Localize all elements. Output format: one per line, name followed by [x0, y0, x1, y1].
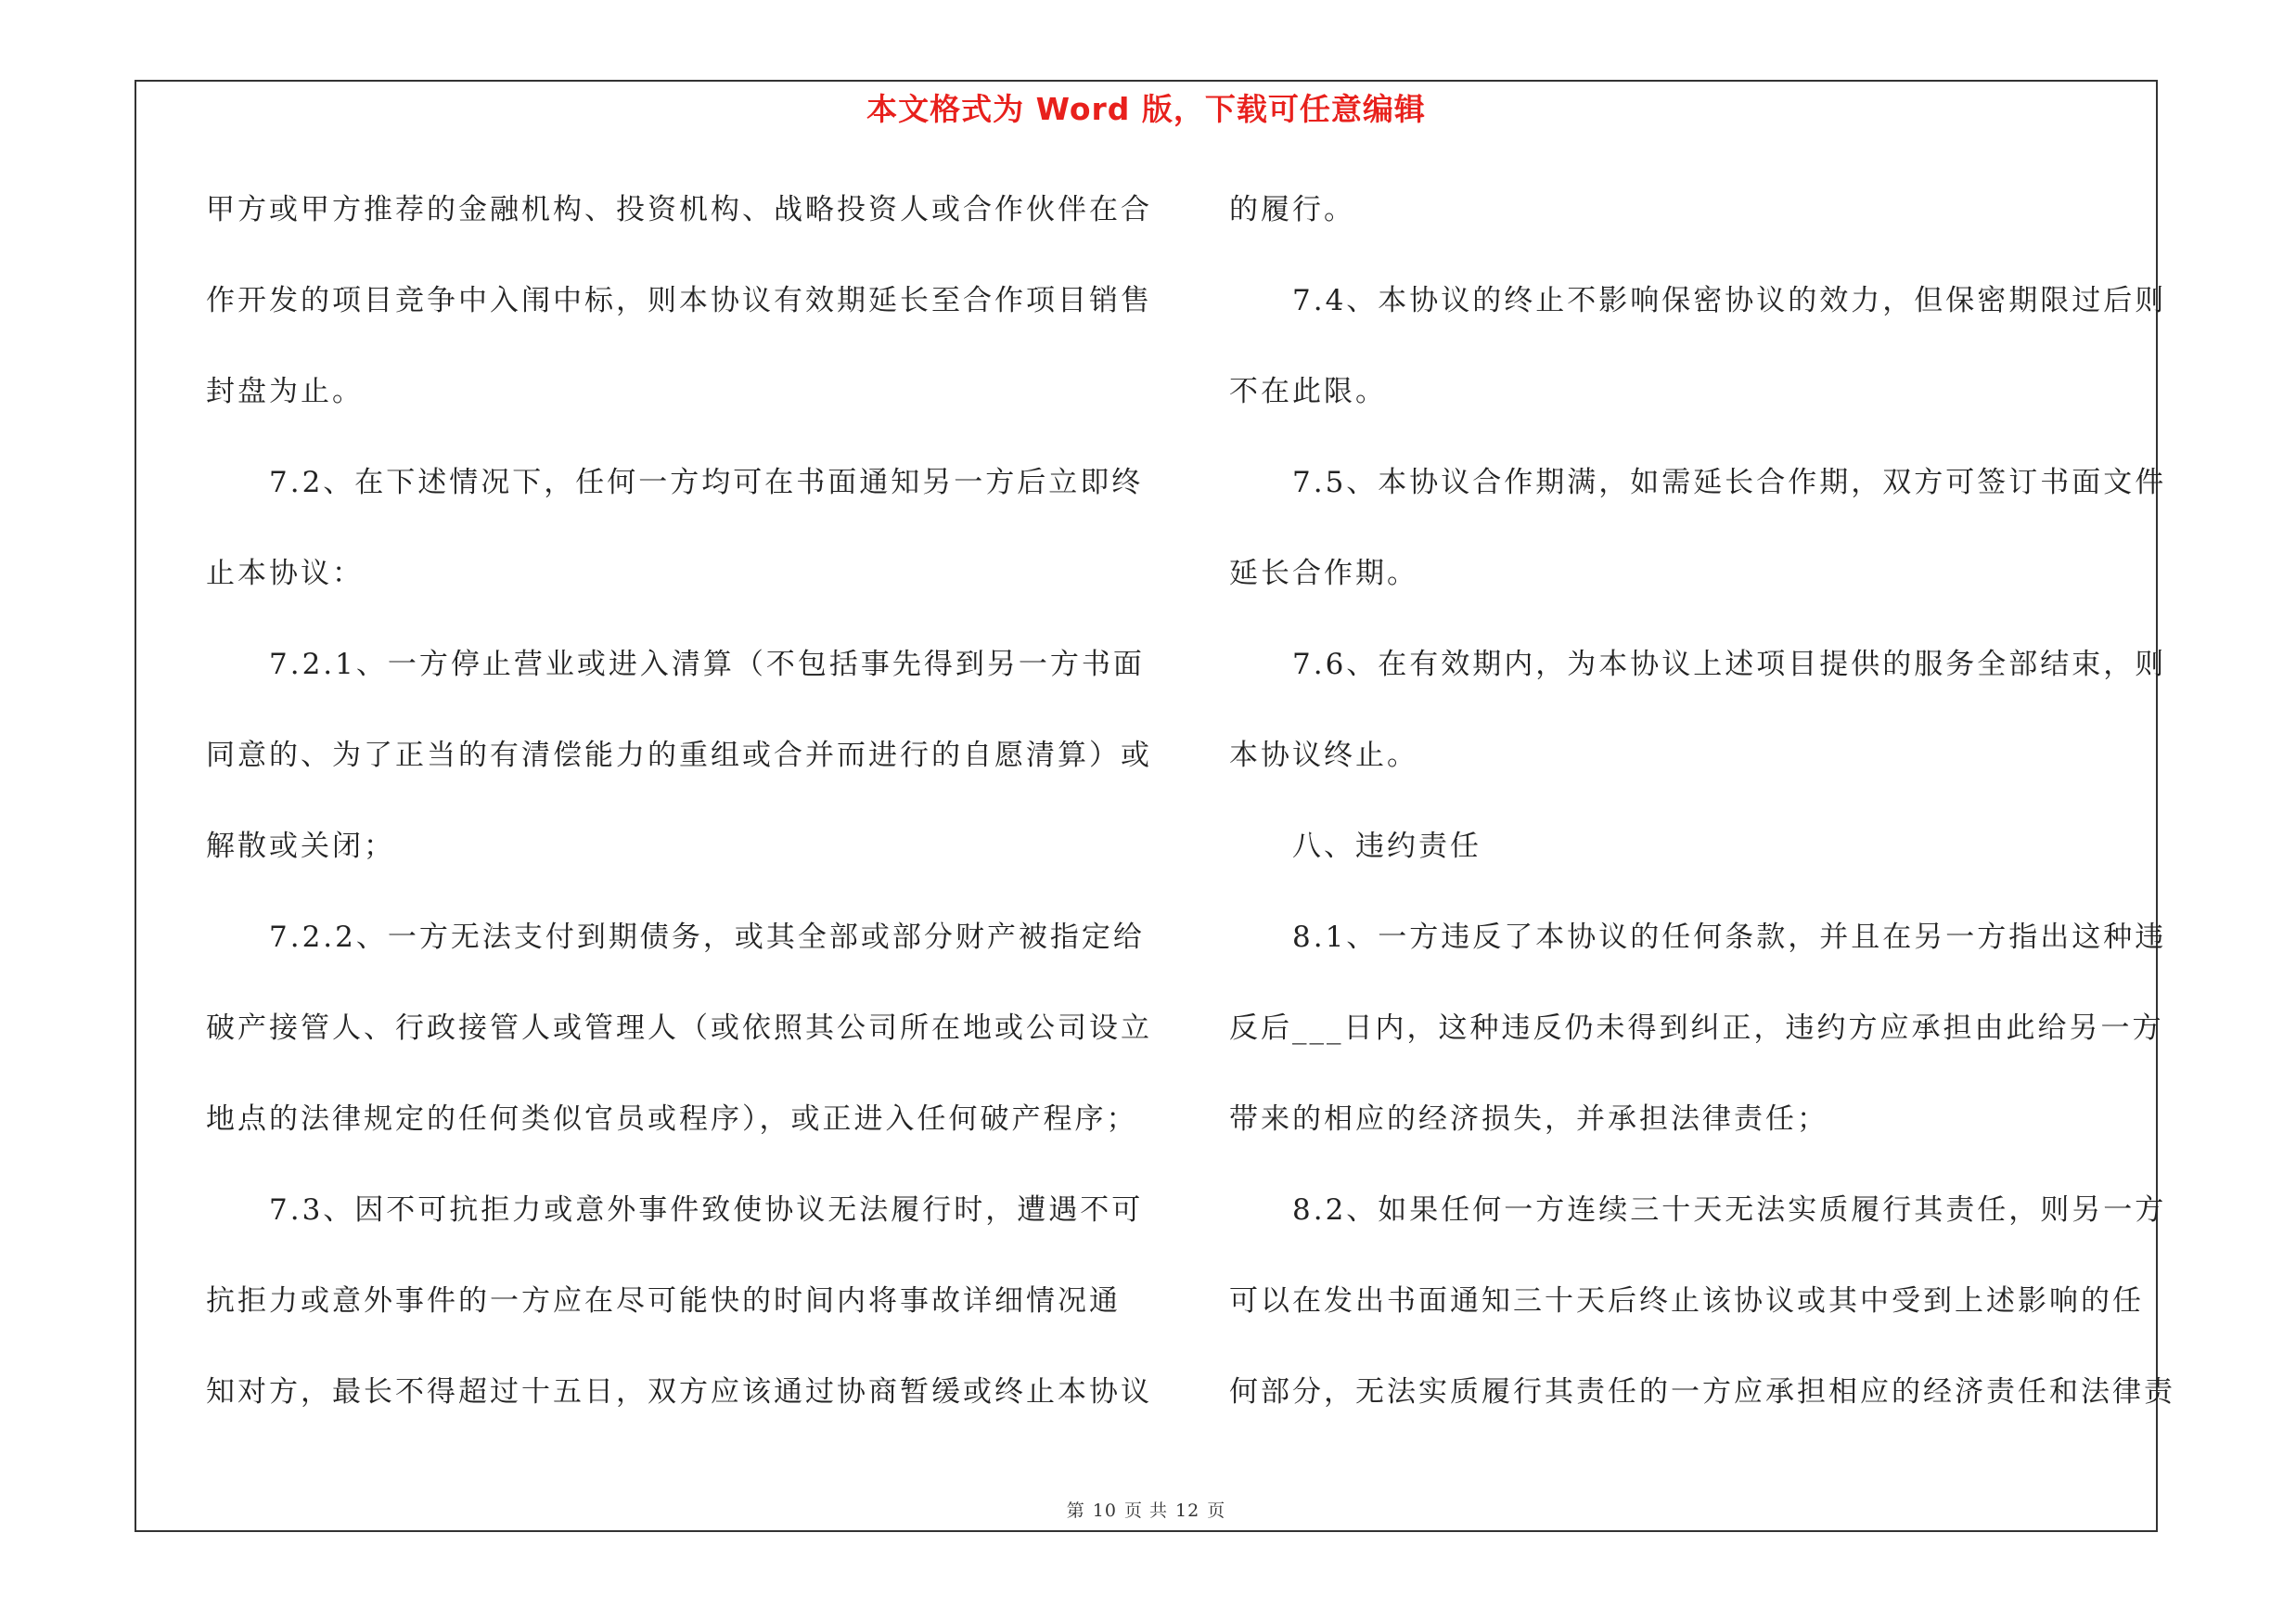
paragraph-line: 知对方，最长不得超过十五日，双方应该通过协商暂缓或终止本协议	[206, 1375, 1152, 1409]
paragraph-line: 作开发的项目竞争中入闱中标，则本协议有效期延长至合作项目销售	[206, 284, 1152, 317]
paragraph-line: 7.2.2、一方无法支付到期债务，或其全部或部分财产被指定给	[206, 921, 1145, 954]
paragraph-line: 何部分，无法实质履行其责任的一方应承担相应的经济责任和法律责	[1229, 1375, 2175, 1409]
paragraph-line: 带来的相应的经济损失，并承担法律责任；	[1229, 1102, 1828, 1136]
left-column	[206, 182, 1152, 1455]
paragraph-line: 7.2、在下述情况下，任何一方均可在书面通知另一方后立即终	[206, 466, 1144, 499]
paragraph-line: 可以在发出书面通知三十天后终止该协议或其中受到上述影响的任	[1229, 1284, 2144, 1318]
footer-prefix: 第	[1066, 1501, 1085, 1521]
paragraph-line: 反后___日内，这种违反仍未得到纠正，违约方应承担由此给另一方	[1229, 1011, 2164, 1045]
paragraph-line: 8.2、如果任何一方连续三十天无法实质履行其责任，则另一方	[1229, 1193, 2167, 1227]
current-page-number: 10	[1092, 1501, 1117, 1521]
right-column	[1229, 182, 2175, 1455]
paragraph-line: 7.5、本协议合作期满，如需延长合作期，双方可签订书面文件	[1229, 466, 2167, 499]
paragraph-line: 不在此限。	[1229, 375, 1387, 408]
paragraph-line: 破产接管人、行政接管人或管理人（或依照其公司所在地或公司设立	[206, 1011, 1152, 1045]
footer-suffix: 页	[1207, 1501, 1226, 1521]
paragraph-line: 甲方或甲方推荐的金融机构、投资机构、战略投资人或合作伙伴在合	[206, 193, 1152, 226]
paragraph-line: 地点的法律规定的任何类似官员或程序），或正进入任何破产程序；	[206, 1102, 1138, 1136]
paragraph-line: 解散或关闭；	[206, 830, 395, 863]
paragraph-line: 延长合作期。	[1229, 557, 1418, 590]
paragraph-line: 本协议终止。	[1229, 739, 1418, 772]
paragraph-line: 同意的、为了正当的有清偿能力的重组或合并而进行的自愿清算）或	[206, 739, 1152, 772]
paragraph-line: 8.1、一方违反了本协议的任何条款，并且在另一方指出这种违	[1229, 921, 2167, 954]
paragraph-line: 的履行。	[1229, 193, 1355, 226]
section-heading: 八、违约责任	[1229, 830, 1481, 863]
paragraph-line: 抗拒力或意外事件的一方应在尽可能快的时间内将事故详细情况通	[206, 1284, 1121, 1318]
paragraph-line: 封盘为止。	[206, 375, 364, 408]
paragraph-line: 7.6、在有效期内，为本协议上述项目提供的服务全部结束，则	[1229, 648, 2167, 681]
paragraph-line: 7.4、本协议的终止不影响保密协议的效力，但保密期限过后则	[1229, 284, 2167, 317]
paragraph-line: 止本协议：	[206, 557, 364, 590]
paragraph-line: 7.2.1、一方停止营业或进入清算（不包括事先得到另一方书面	[206, 648, 1145, 681]
paragraph-line: 7.3、因不可抗拒力或意外事件致使协议无法履行时，遭遇不可	[206, 1193, 1144, 1227]
total-page-count: 12	[1175, 1501, 1200, 1521]
footer-middle: 页 共	[1123, 1501, 1169, 1521]
header-banner: 本文格式为 Word 版，下载可任意编辑	[866, 91, 1426, 127]
page-footer	[135, 1497, 2158, 1522]
